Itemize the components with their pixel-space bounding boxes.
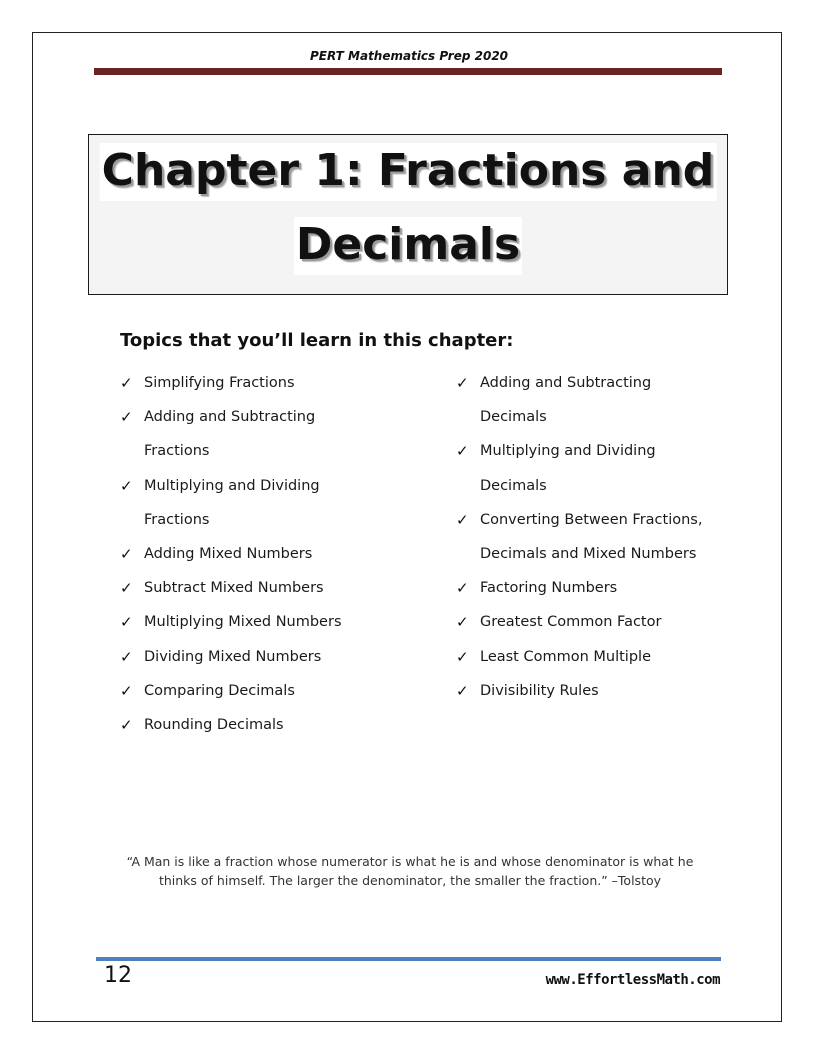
topic-item (120, 400, 440, 468)
topic-text: Decimals and Mixed Numbers (480, 546, 697, 563)
topic-text: Rounding Decimals (144, 717, 284, 734)
topic-item (456, 571, 756, 605)
topic-item (456, 640, 756, 674)
checkmark-icon: ✓ (456, 681, 469, 700)
chapter-title-line-2: Decimals (294, 217, 522, 275)
topics-heading: Topics that you’ll learn in this chapter: (120, 330, 514, 351)
topic-text: Adding and Subtracting (480, 375, 652, 391)
topic-text: Least Common Multiple (480, 648, 651, 665)
topic-text: Adding and Subtracting (144, 409, 316, 426)
quote-line-1: “A Man is like a fraction whose numerator is what he is and whose denominator is what he (126, 854, 694, 869)
topic-item (120, 640, 440, 674)
topic-text: Multiplying and Dividing (144, 477, 320, 494)
checkmark-icon: ✓ (456, 613, 469, 632)
topic-item (120, 537, 440, 571)
topic-item (120, 571, 440, 605)
checkmark-icon: ✓ (120, 647, 133, 666)
topic-text: Adding Mixed Numbers (144, 546, 313, 563)
topic-text: Decimals (480, 409, 547, 426)
topic-item (456, 605, 756, 639)
topic-text: Dividing Mixed Numbers (144, 648, 322, 665)
page-number: 12 (104, 963, 132, 988)
topic-item (120, 605, 440, 639)
topic-item (120, 366, 440, 400)
header-rule (94, 68, 722, 75)
topic-item (456, 434, 756, 502)
quote-line-2: thinks of himself. The larger the denominator, the smaller the fraction.” –Tolstoy (158, 873, 662, 888)
website-url: www.EffortlessMath.com (545, 972, 720, 988)
checkmark-icon: ✓ (456, 374, 469, 392)
topic-text: Divisibility Rules (480, 682, 599, 699)
topic-item (456, 366, 756, 434)
checkmark-icon: ✓ (120, 579, 133, 598)
topic-text: Multiplying Mixed Numbers (144, 614, 342, 631)
checkmark-icon: ✓ (120, 681, 133, 700)
checkmark-icon: ✓ (120, 374, 133, 392)
checkmark-icon: ✓ (120, 613, 133, 632)
topic-text: Subtract Mixed Numbers (144, 580, 324, 597)
topic-item (456, 674, 756, 708)
topic-text: Comparing Decimals (144, 682, 295, 699)
topic-text: Converting Between Fractions, (480, 511, 703, 528)
topic-item (120, 674, 440, 708)
running-header: PERT Mathematics Prep 2020 (309, 49, 509, 63)
checkmark-icon: ✓ (120, 408, 133, 427)
topics-list-right (456, 366, 756, 708)
topic-item (120, 469, 440, 537)
checkmark-icon: ✓ (456, 510, 469, 529)
checkmark-icon: ✓ (456, 442, 469, 461)
chapter-title-line-1: Chapter 1: Fractions and (100, 143, 717, 201)
topic-text: Decimals (480, 477, 547, 494)
checkmark-icon: ✓ (120, 716, 133, 735)
tolstoy-quote (110, 852, 710, 890)
topic-text: Factoring Numbers (480, 580, 618, 597)
topic-item (456, 503, 756, 571)
checkmark-icon: ✓ (456, 647, 469, 666)
topic-text: Fractions (144, 443, 210, 460)
checkmark-icon: ✓ (456, 579, 469, 598)
topic-text: Multiplying and Dividing (480, 443, 656, 460)
topic-item (120, 708, 440, 742)
topic-text: Simplifying Fractions (144, 375, 295, 391)
chapter-title-box (88, 134, 728, 295)
topics-list-left (120, 366, 440, 742)
checkmark-icon: ✓ (120, 476, 133, 495)
checkmark-icon: ✓ (120, 545, 133, 564)
topic-text: Fractions (144, 511, 210, 528)
footer-rule (96, 957, 721, 961)
topic-text: Greatest Common Factor (480, 614, 662, 631)
